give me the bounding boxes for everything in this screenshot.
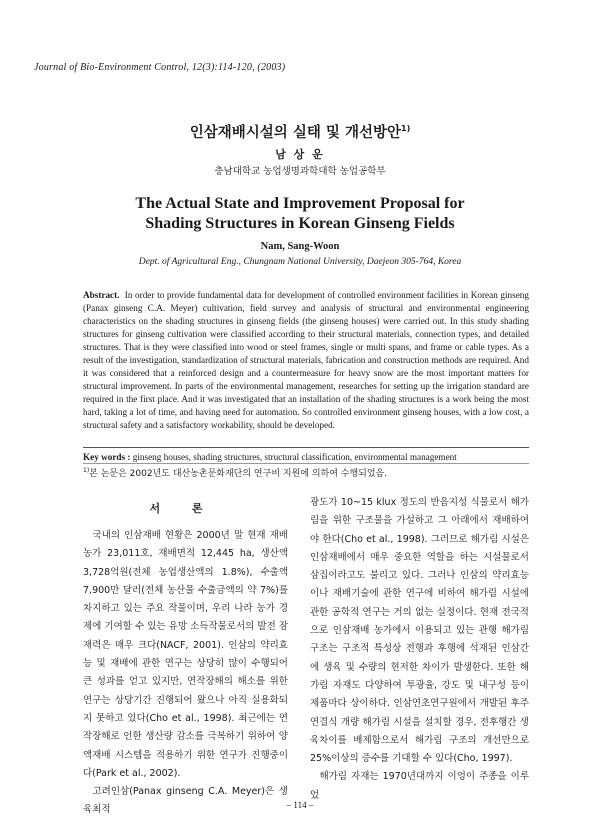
- footnote: [83, 465, 553, 480]
- korean-title-text: 인삼재배시설의 실태 및 개선방안: [189, 125, 401, 141]
- body-paragraph: 국내의 인삼재배 현황은 2000년 말 현재 재배농가 23,011호, 재배면적 12,445 ha, 생산액 3,728억원(전체 농업생산액의 1.8%), 수출액 7,900만 달러(전체 농산물 수출금액의 약 7%)를 차지하고 있는 주요 작물이며, 우리 나라 농가 경제에 기여할 수 있는 유망 소득작물로서의 발전 잠재력은 매우 크다(NACF, 2001). 인삼의 약리효능 및 재배에 관한 연구는 상당히 많이 수행되어 큰 성과를 얻고 있지만, 연작장해의 해소를 위한 연구는 상당기간 진행되어 왔으나 아직 실용화되지 못하고 있다(Cho et al., 1998). 최근에는 연작장해로 인한 생산량 감소를 극복하기 위하여 양액재배 시스템을 적용하기 위한 연구가 진행중이다(Park et al., 2002).: [83, 530, 288, 779]
- abstract: [83, 289, 529, 433]
- left-column: [83, 527, 288, 820]
- right-column: [310, 494, 529, 805]
- english-affiliation: Dept. of Agricultural Eng., Chungnam National University, Daejeon 305-764, Korea: [138, 257, 462, 267]
- korean-author: 남 상 운: [275, 148, 325, 161]
- body-paragraph: 해가림 자재는 1970년대까지 이엉이 주종을 이루었: [310, 771, 529, 801]
- body-paragraph: 광도가 10~15 klux 정도의 반음지성 식물로서 해가림을 위한 구조물을 가설하고 그 아래에서 재배하여야 한다(Cho et al., 1998). 그러므로 해가림 시설은 인삼재배에서 매우 중요한 역할을 하는 시설물로서 삼집이라고도 불리고 있다. 그러나 인삼의 약리효능이나 재배기술에 관한 연구에 비하여 해가림 시설에 관한 공학적 연구는 거의 없는 실정이다. 현재 전국적으로 인삼재배 농가에서 이용되고 있는 관행 해가림 구조는 구조적 특성상 전행과 후행에 석재된 인삼간에 생육 및 수량의 현저한 차이가 발생한다. 또한 해가림 자재도 다양하여 투광율, 강도 및 내구성 등이 제품마다 상이하다. 인삼연초연구원에서 개발된 후주 연결식 개량 해가림 시설을 설치할 경우, 전후행간 생육차이를 배제함으로서 해가림 구조의 개선만으로 25%이상의 증수를 기대할 수 있다(Cho, 1997).: [310, 497, 529, 765]
- keywords-label: Key words :: [83, 452, 131, 462]
- footnote-text: 본 논문은 2002년도 대산농촌문화재단의 연구비 지원에 의하여 수행되었음.: [89, 469, 388, 479]
- korean-affiliation: 충남대학교 농업생명과학대학 농업공학부: [214, 166, 386, 177]
- journal-citation: Journal of Bio-Environment Control, 12(3):114-120, (2003): [34, 62, 286, 73]
- abstract-text: In order to provide fundamental data for development of controlled environment facilities in Korean ginseng (Panax ginseng C.A. Meyer) cultivation, field survey and analysis of structural and environmental engineering characteristics on the shading structures in ginseng fields (the ginseng houses) were carried out. In this study shading structures for ginseng cultivation were classified according to their structural materials, connection types, and detailed structures. That is they were classified into wood or steel frames, single or multi spans, and frame or cable types. As a result of the investigation, standardization of structural materials, fabrication and construction methods are required. And it was considered that a reinforced design and a countermeasure for heavy snow are the most important matters for structural improvement. In parts of the environmental management, researches for setting up the irrigation standard are required in the first place. And it was investigated that an installation of the shading structures is a work being the most hard, taking a lot of time, and having need for automation. So controlled environment ginseng houses, with a low cost, a structural safety and a satisfactory workability, should be developed.: [83, 290, 529, 431]
- footnote-mark: 1): [83, 467, 90, 474]
- english-title-line1: The Actual State and Improvement Proposal for: [135, 195, 465, 212]
- korean-title: [0, 121, 600, 142]
- keywords-text: ginseng houses, shading structures, structural classification, environmental management: [132, 452, 457, 462]
- keywords: [83, 451, 529, 463]
- english-title: [0, 194, 600, 234]
- title-footnote-mark: 1): [401, 124, 411, 134]
- footnote-divider: [83, 463, 529, 464]
- body-paragraph: 고려인삼(Panax ginseng C.A. Meyer)은 생육최적: [83, 786, 288, 816]
- english-title-line2: Shading Structures in Korean Ginseng Fields: [145, 215, 455, 232]
- abstract-label: Abstract.: [83, 290, 120, 300]
- section-heading: 서 론: [149, 502, 217, 515]
- page-number: – 114 –: [286, 800, 314, 810]
- english-author: Nam, Sang-Woon: [260, 241, 340, 252]
- abstract-divider: [83, 447, 529, 448]
